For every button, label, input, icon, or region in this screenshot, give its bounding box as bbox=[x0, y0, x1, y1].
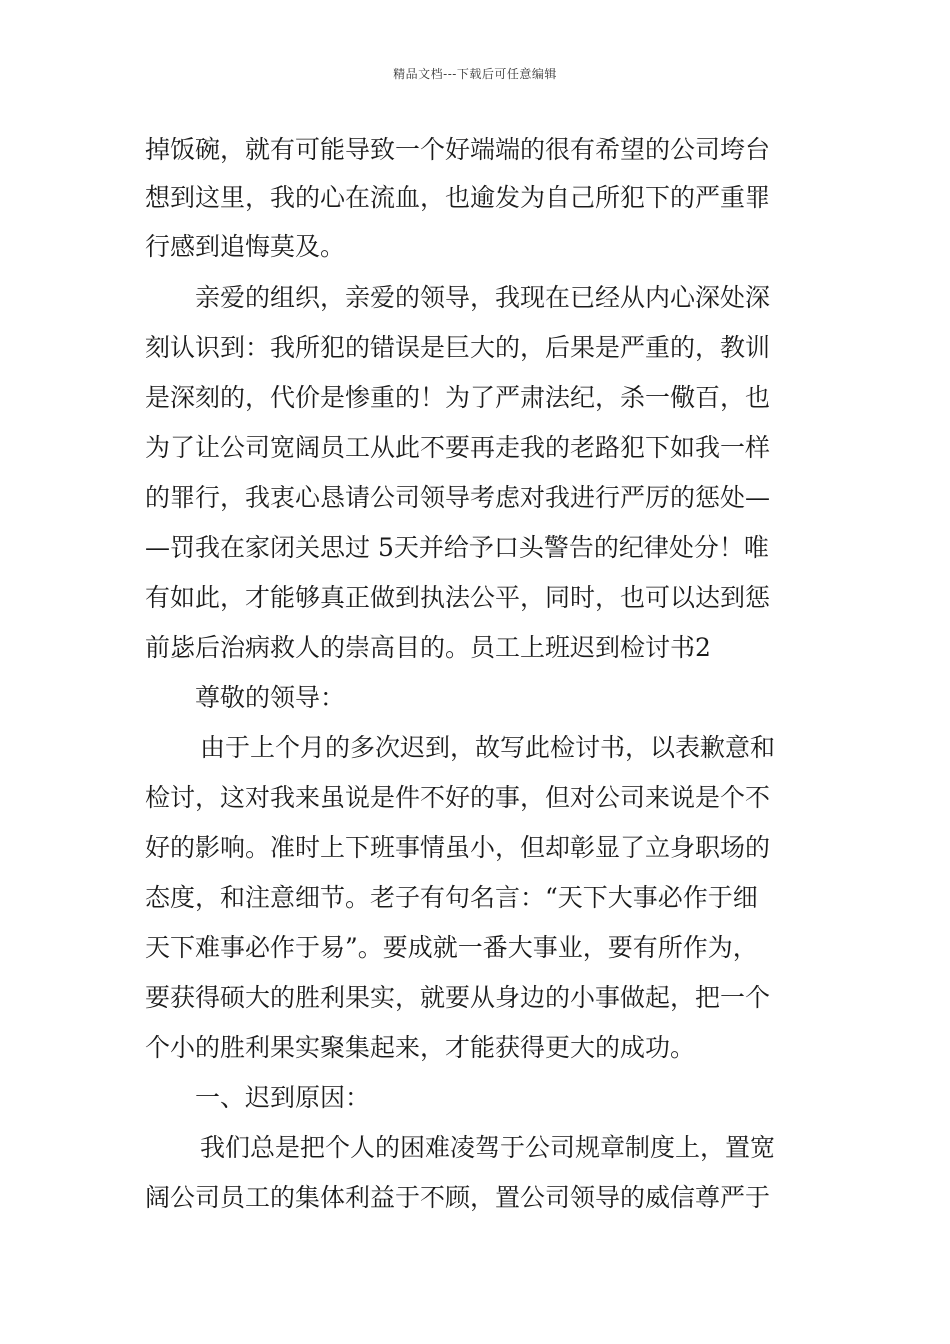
body-line: 检讨，这对我来虽说是件不好的事，但对公司来说是个不 bbox=[145, 783, 771, 812]
page-header: 精品文档---下载后可任意编辑 bbox=[393, 67, 557, 81]
body-line: 想到这里，我的心在流血，也逾发为自己所犯下的严重罪 bbox=[145, 183, 771, 212]
body-line: 行感到追悔莫及。 bbox=[145, 232, 346, 261]
body-line: 前毖后治病救人的崇高目的。员工上班迟到检讨书2 bbox=[145, 633, 711, 662]
body-line: 个小的胜利果实聚集起来，才能获得更大的成功。 bbox=[145, 1033, 696, 1062]
body-line: 的罪行，我衷心恳请公司领导考虑对我进行严厉的惩处— bbox=[145, 483, 771, 512]
body-line: 刻认识到：我所犯的错误是巨大的，后果是严重的，教训 bbox=[145, 333, 771, 362]
body-line: 为了让公司宽阔员工从此不要再走我的老路犯下如我一样 bbox=[145, 433, 771, 462]
body-line: 阔公司员工的集体利益于不顾，置公司领导的威信尊严于 bbox=[145, 1183, 771, 1212]
body-line: —罚我在家闭关思过 5天并给予口头警告的纪律处分！唯 bbox=[145, 533, 769, 562]
body-line: 天下难事必作于易”。要成就一番大事业，要有所作为， bbox=[145, 933, 758, 962]
body-line: 有如此，才能够真正做到执法公平，同时，也可以达到惩 bbox=[145, 583, 771, 612]
body-line: 态度，和注意细节。老子有句名言：“天下大事必作于细 bbox=[145, 883, 758, 912]
paragraph-first-line: 我们总是把个人的困难凌驾于公司规章制度上，置宽 bbox=[200, 1133, 776, 1162]
body-line: 掉饭碗，就有可能导致一个好端端的很有希望的公司垮台 bbox=[145, 135, 771, 164]
body-line: 要获得硕大的胜利果实，就要从身边的小事做起，把一个 bbox=[145, 983, 771, 1012]
paragraph-first-line: 由于上个月的多次迟到，故写此检讨书，以表歉意和 bbox=[200, 733, 776, 762]
paragraph-first-line: 亲爱的组织，亲爱的领导，我现在已经从内心深处深 bbox=[195, 283, 771, 312]
section-heading: 一、迟到原因： bbox=[195, 1083, 371, 1112]
salutation: 尊敬的领导： bbox=[195, 683, 346, 712]
body-line: 好的影响。准时上下班事情虽小，但却彰显了立身职场的 bbox=[145, 833, 771, 862]
body-line: 是深刻的，代价是惨重的！为了严肃法纪，杀一儆百，也 bbox=[145, 383, 771, 412]
